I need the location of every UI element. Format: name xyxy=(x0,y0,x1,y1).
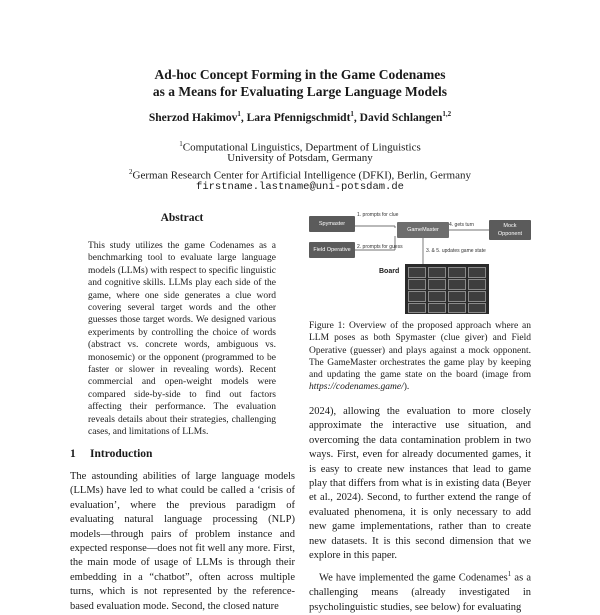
introduction-column-left xyxy=(70,470,295,614)
section-heading-introduction xyxy=(70,448,152,460)
introduction-column-right xyxy=(309,405,531,615)
board-tile xyxy=(428,279,446,290)
paragraph: 2024), allowing the evaluation to more closely approximate the interactive use situation, and overcoming the data contamination problem in two ways. First, even for already documented games, it is easy to create new instances that lead to game play that differs from what is in existing data (Beyer et al., 2024). Second, to further extend the range of evaluated phenomena, it is only necessary to add new game implementations, rather than to create new datasets. It is this second dimension that we explore in this paper. xyxy=(309,406,531,562)
author-affil-mark: 1 xyxy=(350,110,354,118)
edge-label-gets-turn: 4. gets turn xyxy=(449,222,475,228)
author-email: firstname.lastname@uni-potsdam.de xyxy=(196,181,404,193)
paper-title-line-2: as a Means for Evaluating Large Language Models xyxy=(152,84,448,99)
board-tile xyxy=(448,267,466,278)
footnote-mark[interactable]: 1 xyxy=(507,570,512,579)
board-tile xyxy=(428,291,446,302)
board-tile xyxy=(408,267,426,278)
board-tile xyxy=(448,279,466,290)
author-affil-mark: 1,2 xyxy=(442,110,452,118)
affiliation-line xyxy=(0,151,600,165)
section-title: Introduction xyxy=(90,448,153,460)
board-tile xyxy=(468,267,486,278)
board-tile xyxy=(468,303,486,313)
figure-1-diagram xyxy=(309,208,531,316)
board-tile xyxy=(428,303,446,313)
mock-opponent-box xyxy=(489,220,531,240)
board-tile xyxy=(428,267,446,278)
affil-mark: 1 xyxy=(179,140,183,148)
board-tile xyxy=(408,291,426,302)
author-name: Lara Pfennigschmidt xyxy=(246,111,351,124)
board-tile xyxy=(448,303,466,313)
paragraph: The astounding abilities of large language models (LLMs) have led to what could be called a ‘crisis of evaluation’, where the previous paradigm of evaluating natural language processing (NLP) models—through pairs of problem instance and expected response—does not fit well any more. First, the main mode of usage of LLMs is through their embedding in a “chatbot”, often across multiple turns, which is not represented by the reference-based evaluation mode. Second, the closed nature xyxy=(70,471,295,612)
board-tile xyxy=(408,303,426,313)
board-label: Board xyxy=(379,268,400,275)
board-tile xyxy=(448,291,466,302)
abstract-text: This study utilizes the game Codenames as a benchmarking tool to evaluate large language models (LLMs) with respect to specific linguistic and cognitive skills. LLMs play each side of the game, where one side generates a clue word covering several target words and the other guesses those target words. We designed various experiments by controlling the choice of words (abstract vs. concrete words, ambiguous vs. monosemic) or the opponent (programmed to be faster or slower in revealing words). Recent commercial and open-weight models were compared side-by-side to find out factors affecting their performance. The evaluation reveals details about their strategies, challenging cases, and limitations of LLMs. xyxy=(88,241,276,438)
edge-label-updates-state: 3. & 5. updates game state xyxy=(426,248,486,254)
author-list xyxy=(0,110,600,124)
gamemaster-box: GameMaster xyxy=(397,222,449,238)
author-separator: , xyxy=(353,111,360,124)
author-name: David Schlangen xyxy=(359,111,443,124)
author-name: Sherzod Hakimov xyxy=(148,111,238,124)
affil-text: University of Potsdam, Germany xyxy=(227,152,373,164)
author-affil-mark: 1 xyxy=(237,110,241,118)
mock-label-1: Mock xyxy=(503,223,517,229)
paragraph-text: as a challenging means (already investigated in psycholinguistic studies, see below) for evaluating xyxy=(309,572,531,613)
spymaster-box: Spymaster xyxy=(309,216,355,232)
board-tile xyxy=(408,279,426,290)
paper-title-line-1: Ad-hoc Concept Forming in the Game Codenames xyxy=(154,67,446,82)
abstract-heading: Abstract xyxy=(160,212,204,224)
paragraph-text: We have implemented the game Codenames xyxy=(319,572,508,584)
affil-text: Computational Linguistics, Department of Linguistics xyxy=(182,141,421,154)
board-tile xyxy=(468,291,486,302)
caption-text: Figure 1: Overview of the proposed approach where an LLM poses as both Spymaster (clue giver) and Field Operative (guesser) and plays against a mock opponent. The GameMaster orchestrates the game play by keeping and updating the game state on the board (image from xyxy=(309,321,531,381)
mock-label-2: Opponent xyxy=(497,231,523,237)
caption-suffix: ). xyxy=(403,382,410,393)
field-operative-box: Field Operative xyxy=(309,242,355,258)
edge-label-prompts-clue: 1. prompts for clue xyxy=(357,212,399,218)
paragraph xyxy=(309,567,531,615)
caption-link[interactable]: https://codenames.game/ xyxy=(309,382,404,393)
figure-1-caption xyxy=(309,320,531,394)
author-separator: , xyxy=(240,111,247,124)
affil-text: German Research Center for Artificial Intelligence (DFKI), Berlin, Germany xyxy=(132,169,471,182)
board-tile xyxy=(468,279,486,290)
edge-label-prompts-guess: 2. prompts for guess xyxy=(357,244,403,250)
board-image xyxy=(405,264,489,314)
affil-mark: 2 xyxy=(129,168,133,176)
section-number: 1 xyxy=(70,448,76,460)
